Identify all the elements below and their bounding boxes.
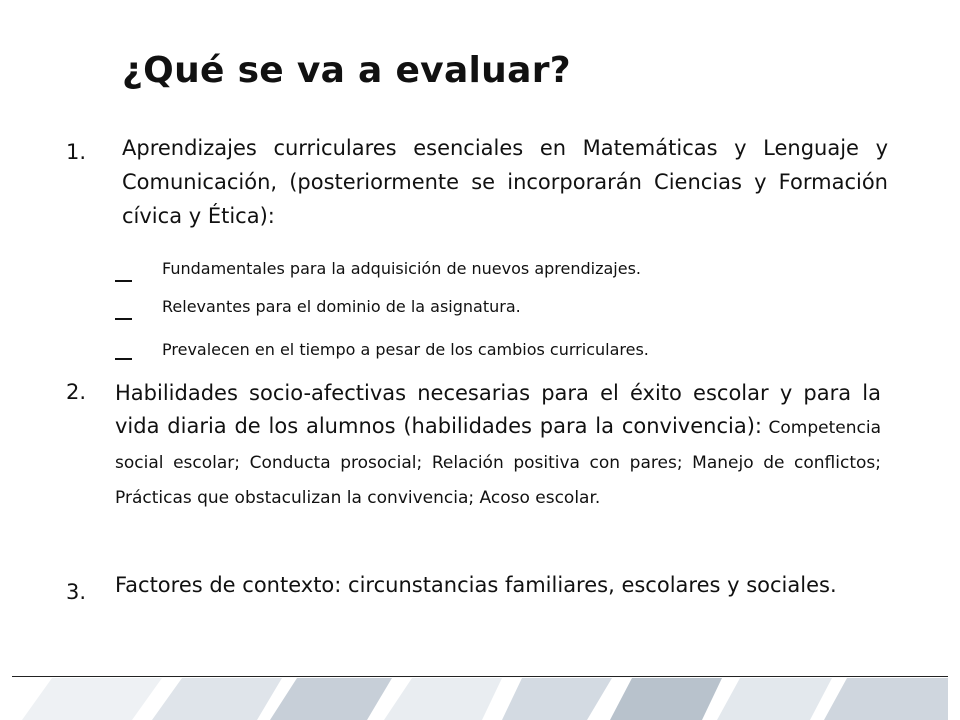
item-1-subitem-1: Fundamentales para la adquisición de nuevos aprendizajes. xyxy=(162,259,642,278)
slide-title: ¿Qué se va a evaluar? xyxy=(122,50,571,91)
item-2-number: 2. xyxy=(66,380,87,404)
item-1-number: 1. xyxy=(66,140,87,164)
footer-pattern-icon xyxy=(12,678,948,720)
footer-decoration xyxy=(12,678,948,720)
item-2-main-text: Habilidades socio-afectivas necesarias para el éxito escolar y para la vida diaria de los alumnos (habilidades para la convivencia): xyxy=(115,381,881,438)
item-1-subitem-2: Relevantes para el dominio de la asignatura. xyxy=(162,297,521,316)
item-2-text xyxy=(115,377,881,515)
item-3-text: Factores de contexto: circunstancias familiares, escolares y sociales. xyxy=(115,573,837,597)
item-1-subitem-3: Prevalecen en el tiempo a pesar de los cambios curriculares. xyxy=(162,340,649,359)
item-1-text: Aprendizajes curriculares esenciales en Matemáticas y Lenguaje y Comunicación, (posteriormente se incorporarán Ciencias y Formación cívica y Ética): xyxy=(122,136,888,228)
item-2-detail-text: Competencia social escolar; Conducta prosocial; Relación positiva con pares; Manejo de conflictos; Prácticas que obstaculizan la convivencia; Acoso escolar. xyxy=(115,418,881,508)
item-3-number: 3. xyxy=(66,580,87,604)
bullet-dash-icon xyxy=(115,358,132,360)
bullet-dash-icon xyxy=(115,280,132,282)
bullet-dash-icon xyxy=(115,318,132,320)
footer-divider xyxy=(12,676,948,677)
